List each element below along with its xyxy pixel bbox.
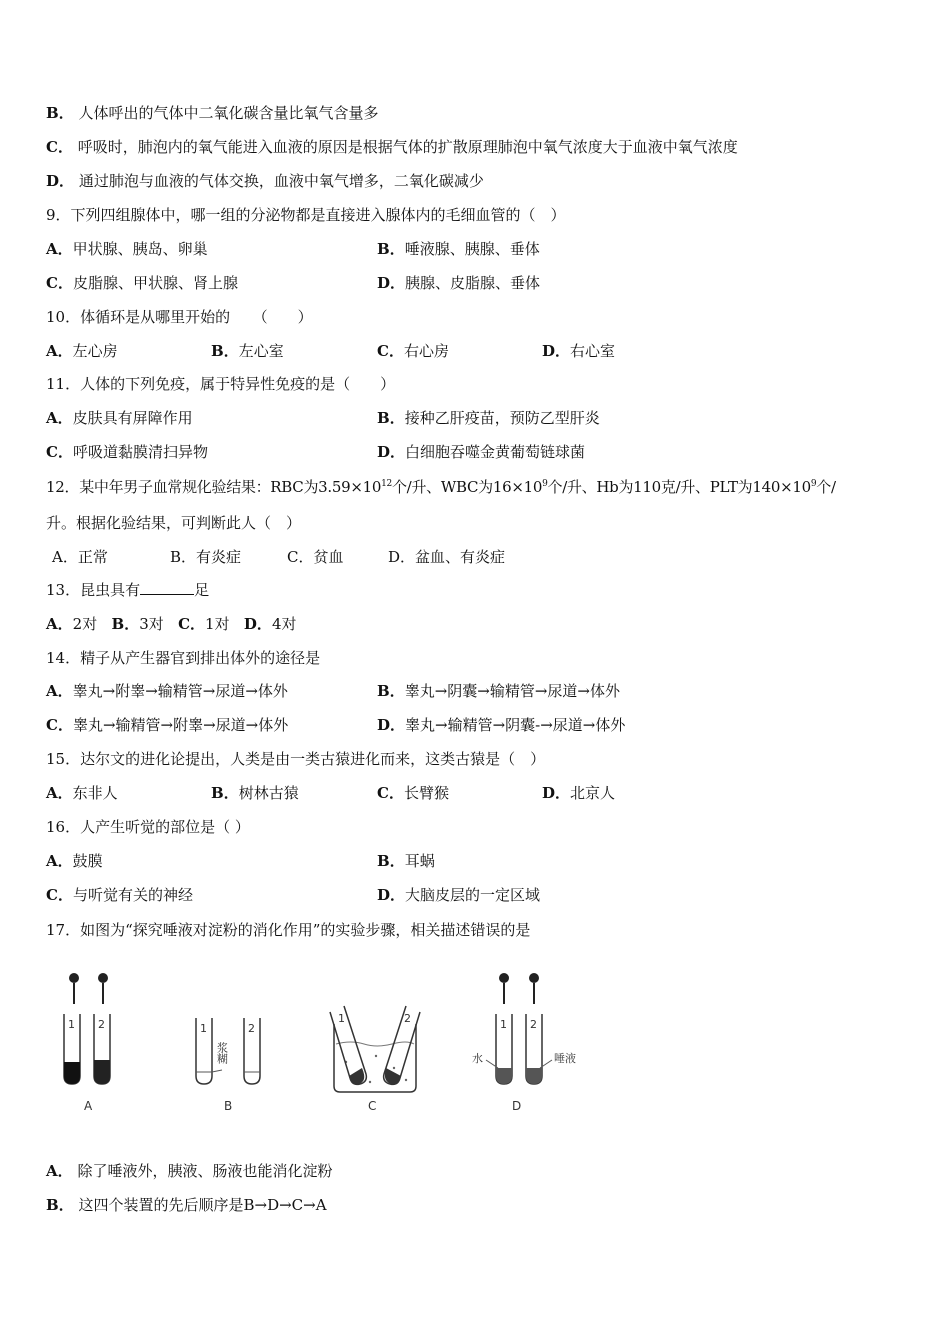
question-text: 体循环是从哪里开始的 （ ） [80,308,313,326]
option-letter: C [46,886,58,904]
option-text: 正常 [77,548,108,566]
q15-option-c[interactable]: C．长臂猴 [377,784,449,802]
q16-option-d[interactable]: D．大脑皮层的一定区域 [377,886,541,904]
answer-blank[interactable] [140,580,194,595]
q8-option-b[interactable]: B． 人体呼出的气体中二氧化碳含量比氧气含量多 [46,104,379,122]
q14-option-d[interactable]: D．睾丸→输精管→阴囊-→尿道→体外 [377,716,626,734]
option-text: 盆血、有炎症 [415,548,506,566]
question-number: 17． [46,921,81,939]
q13-option-d[interactable]: D．4对 [243,615,297,633]
q15-option-a[interactable]: A．东非人 [46,784,118,802]
water-label: 水 [472,1052,483,1065]
option-text: 树林古猿 [238,784,299,802]
option-text: 白细胞吞噬金黄葡萄链球菌 [405,443,586,461]
question-number: 15． [46,750,81,768]
option-letter: B [377,682,390,700]
q13-option-c[interactable]: C．1对 [178,615,230,633]
panel-label-b: B [224,1099,233,1113]
q12-option-c[interactable]: C．贫血 [287,548,344,566]
question-text: 个/升、Hb为110克/升、PLT为140×10 [547,478,811,496]
q11-option-c[interactable]: C．呼吸道黏膜清扫异物 [46,443,208,461]
tube-1-label: 1 [200,1022,207,1035]
option-letter: A [46,784,58,802]
option-text: 睾丸→输精管→阴囊-→尿道→体外 [405,716,626,734]
q10-option-d[interactable]: D．右心室 [542,342,616,360]
q12-option-b[interactable]: B．有炎症 [170,548,242,566]
option-letter: A [52,548,63,566]
panel-a [64,973,110,1113]
question-text: 如图为“探究唾液对淀粉的消化作用”的实验步骤，相关描述错误的是 [80,921,531,939]
option-text: 有炎症 [196,548,242,566]
q13-stem [46,580,209,600]
q16-stem [46,817,250,837]
q9-option-b[interactable]: B．唾液腺、胰腺、垂体 [377,240,540,258]
option-text: 耳蜗 [404,852,435,870]
q12-option-d[interactable]: D．盆血、有炎症 [388,548,506,566]
option-letter: C [377,342,389,360]
q16-option-b[interactable]: B．耳蜗 [377,852,435,870]
q17-option-b[interactable]: B． 这四个装置的先后顺序是B→D→C→A [46,1196,327,1214]
option-text: 右心房 [403,342,449,360]
option-letter: C [46,274,58,292]
option-letter: C [46,138,58,156]
q13-option-b[interactable]: B．3对 [111,615,164,633]
option-letter: B [377,240,390,258]
option-text: 呼吸时，肺泡内的氧气能进入血液的原因是根据气体的扩散原理肺泡中氧气浓度大于血液中氧气浓度 [77,138,738,156]
question-number: 16． [46,818,81,836]
tube-1-label: 1 [338,1012,345,1025]
question-text: 人体的下列免疫，属于特异性免疫的是（ ） [80,375,396,393]
q8-option-d[interactable]: D． 通过肺泡与血液的气体交换，血液中氧气增多，二氧化碳减少 [46,172,484,190]
option-letter: D [542,784,556,802]
option-text: 睾丸→阴囊→输精管→尿道→体外 [404,682,620,700]
option-letter: D [46,172,60,190]
panel-label-a: A [84,1099,93,1113]
option-letter: D [388,548,401,566]
question-text: 达尔文的进化论提出，人类是由一类古猿进化而来，这类古猿是（ ） [80,750,546,768]
question-number: 14． [46,649,81,667]
option-text: 右心室 [570,342,616,360]
option-letter: C [377,784,389,802]
question-text: 足 [194,581,210,599]
question-number: 13． [46,581,81,599]
option-text: 甲状腺、胰岛、卵巢 [72,240,208,258]
option-letter: B [211,342,224,360]
option-text: 皮肤具有屏障作用 [72,409,193,427]
tube-2-liquid [94,1060,110,1084]
option-text: 唾液腺、胰腺、垂体 [404,240,540,258]
q10-option-b[interactable]: B．左心室 [211,342,284,360]
option-text: 睾丸→附睾→输精管→尿道→体外 [72,682,288,700]
saliva-label: 唾液 [554,1052,576,1065]
q9-option-a[interactable]: A．甲状腺、胰岛、卵巢 [46,240,208,258]
q9-stem [46,205,566,225]
q11-option-b[interactable]: B．接种乙肝疫苗，预防乙型肝炎 [377,409,600,427]
dropper-icon [98,973,108,1004]
option-text: 人体呼出的气体中二氧化碳含量比氧气含量多 [78,104,379,122]
question-text: 昆虫具有 [80,581,141,599]
option-letter: B [211,784,224,802]
option-letter: A [46,342,58,360]
option-text: 长臂猴 [403,784,449,802]
q15-option-d[interactable]: D．北京人 [542,784,616,802]
q8-option-c[interactable]: C． 呼吸时，肺泡内的氧气能进入血液的原因是根据气体的扩散原理肺泡中氧气浓度大于血液中氧气浓度 [46,138,738,156]
option-letter: C [46,443,58,461]
tube-2-label: 2 [530,1018,537,1031]
q14-option-b[interactable]: B．睾丸→阴囊→输精管→尿道→体外 [377,682,620,700]
option-text: 鼓膜 [72,852,103,870]
q13-option-a[interactable]: A．2对 [46,615,98,633]
pointer-line [212,1070,222,1072]
panel-label-c: C [368,1099,377,1113]
tube-1-liquid [496,1068,512,1084]
q10-stem [46,307,313,327]
tube-2-label: 2 [404,1012,411,1025]
option-letter: B [170,548,182,566]
option-text: 呼吸道黏膜清扫异物 [72,443,208,461]
water-surface [336,1042,414,1046]
q17-option-a[interactable]: A． 除了唾液外，胰液、肠液也能消化淀粉 [46,1162,333,1180]
experiment-figure [46,964,606,1124]
option-letter: B [46,1196,59,1214]
q9-option-c[interactable]: C．皮脂腺、甲状腺、肾上腺 [46,274,238,292]
question-text: 个/ [816,478,836,496]
option-text: 北京人 [570,784,616,802]
option-letter: C [46,716,58,734]
q11-option-d[interactable]: D．白细胞吞噬金黄葡萄链球菌 [377,443,586,461]
panel-b [196,1018,260,1113]
q15-option-b[interactable]: B．树林古猿 [211,784,299,802]
q12-stem-continued: 升。根据化验结果，可判断此人（ ） [46,514,302,532]
question-text: 下列四组腺体中，哪一组的分泌物都是直接进入腺体内的毛细血管的（ ） [70,206,566,224]
exponent: 9 [810,479,817,489]
option-letter: A [46,852,58,870]
tube-2-label: 2 [98,1018,105,1031]
q12-stem [46,477,836,497]
dropper-icon [69,973,79,1004]
option-letter: C [287,548,299,566]
option-text: 贫血 [313,548,344,566]
option-text: 左心室 [238,342,284,360]
option-letter: A [46,240,58,258]
option-letter: B [377,409,390,427]
question-number: 12． [46,478,80,496]
option-text: 大脑皮层的一定区域 [405,886,541,904]
q14-stem [46,648,320,668]
q17-stem [46,920,530,940]
dropper-icon [529,973,539,1004]
q15-stem [46,749,545,769]
question-text: 个/升、WBC为16×10 [391,478,543,496]
question-number: 9． [46,206,71,224]
q10-option-c[interactable]: C．右心房 [377,342,449,360]
option-text: 左心房 [72,342,118,360]
option-text: 皮脂腺、甲状腺、肾上腺 [72,274,238,292]
exponent: 12 [381,479,392,489]
q14-option-c[interactable]: C．睾丸→输精管→附睾→尿道→体外 [46,716,289,734]
option-letter: D [542,342,556,360]
option-text: 除了唾液外，胰液、肠液也能消化淀粉 [77,1162,333,1180]
option-letter: A [46,409,58,427]
question-text: 人产生听觉的部位是（ ） [80,818,250,836]
question-number: 10． [46,308,81,326]
tube-1-label: 1 [500,1018,507,1031]
question-text: 某中年男子血常规化验结果：RBC为3.59×10 [79,478,382,496]
option-letter: D [377,886,391,904]
option-letter: D [377,443,391,461]
panel-label-d: D [512,1099,522,1113]
panel-c [330,1006,420,1113]
tube-2-label: 2 [248,1022,255,1035]
option-text: 接种乙肝疫苗，预防乙型肝炎 [404,409,600,427]
option-text: 东非人 [72,784,118,802]
option-letter: D [377,716,391,734]
dropper-icon [499,973,509,1004]
q12-option-a[interactable]: A．正常 [52,548,108,566]
option-text: 与听觉有关的神经 [72,886,193,904]
tube-1-label: 1 [68,1018,75,1031]
option-text: 这四个装置的先后顺序是B→D→C→A [78,1196,327,1214]
option-text: 通过肺泡与血液的气体交换，血液中氧气增多，二氧化碳减少 [78,172,484,190]
panel-d [472,973,576,1113]
q16-option-c[interactable]: C．与听觉有关的神经 [46,886,193,904]
option-text: 睾丸→输精管→附睾→尿道→体外 [72,716,289,734]
option-text: 胰腺、皮脂腺、垂体 [405,274,541,292]
exponent: 9 [542,479,548,489]
option-letter: B [377,852,390,870]
q13-options [46,614,296,634]
q16-option-a[interactable]: A．鼓膜 [46,852,103,870]
q11-stem [46,374,395,394]
question-number: 11． [46,375,81,393]
q9-option-d[interactable]: D．胰腺、皮脂腺、垂体 [377,274,541,292]
paste-label: 浆糊 [215,1042,229,1064]
option-letter: A [46,1162,58,1180]
option-letter: B [46,104,59,122]
tube-1-liquid [64,1062,80,1084]
option-letter: A [46,682,58,700]
q11-option-a[interactable]: A．皮肤具有屏障作用 [46,409,193,427]
q10-option-a[interactable]: A．左心房 [46,342,118,360]
q14-option-a[interactable]: A．睾丸→附睾→输精管→尿道→体外 [46,682,288,700]
tube-2-liquid [526,1068,542,1084]
option-letter: D [377,274,391,292]
question-text: 精子从产生器官到排出体外的途径是 [80,649,321,667]
beaker [334,1024,416,1092]
